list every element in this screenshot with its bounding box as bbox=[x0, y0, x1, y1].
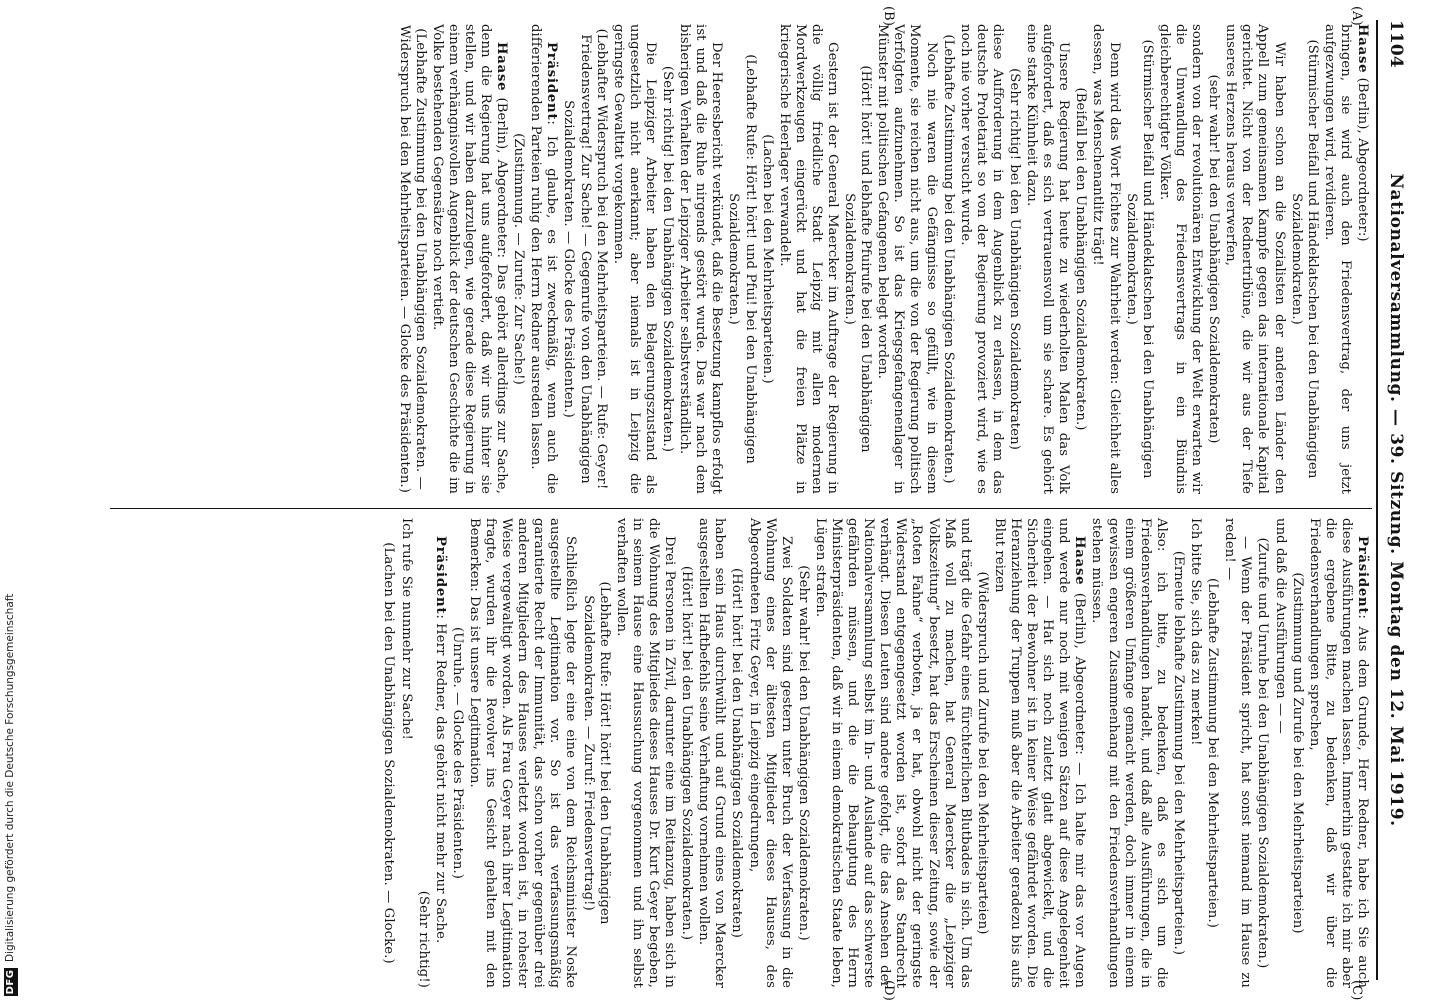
paragraph-text: (Widerspruch und Zurufe bei den Mehrheitsparteien) bbox=[974, 571, 990, 935]
speech-paragraph bbox=[527, 24, 559, 494]
interjection bbox=[1204, 518, 1220, 988]
paragraph-text: (sehr wahr! bei den Unabhängigen Sozialdemokraten) bbox=[1206, 74, 1222, 444]
interjection bbox=[678, 518, 694, 988]
paragraph-text: (Lebhafte Zustimmung bei den Unabhängigen Sozialdemokraten.) bbox=[940, 34, 956, 484]
margin-marker-b: (B) bbox=[881, 6, 896, 26]
paragraph-text: (Berlin), Abgeordneter: — Ich halte mir das vor Augen und werde nur noch mit wenigen Sätzen auf diese Angelegenheit eingehen. — Hat sich noch zuletzt glatt abgewickelt, und die Sicherheit der Bewohner ist in keiner Weise gefährdet worden. Die Heranziehung der Truppen muß aber die Arbeiter geradezu bis aufs Blut reizen bbox=[991, 518, 1088, 988]
right-column bbox=[379, 518, 1370, 988]
paragraph-text: und daß die Ausführungen — — bbox=[1272, 518, 1288, 734]
paragraph bbox=[1023, 24, 1071, 494]
interjection bbox=[841, 24, 873, 494]
paragraph-text: (Lebhafte Zustimmung bei den Mehrheitsparteien.) bbox=[1205, 578, 1221, 928]
paragraph-text: (Lebhafte Zustimmung bei den Unabhängigen Sozialdemokraten. — Widerspruch bei den Mehrheitsparteien. — Glocke des Präsidenten.) bbox=[396, 25, 428, 493]
paragraph-text: (Lachen bei den Mehrheitsparteien.) bbox=[759, 134, 775, 384]
paragraph-text: (Stürmischer Beifall und Händeklatschen bei den Unabhängigen Sozialdemokraten.) bbox=[1123, 39, 1155, 479]
paragraph bbox=[874, 24, 938, 494]
paragraph-text: (Berlin), Abgeordneter: Das gehört allerdings zur Sache, denn die Regierung hat uns aufgefordert, daß wir uns hinter sie stellen, und wir haben darzulegen, wie gerade diese Regierung in einem verhängnisvollen Augenblick der deutschen Geschichte die im Volke bestehenden Gegensätze noch vertieft. bbox=[429, 24, 510, 494]
paragraph-text: Der Heeresbericht verkündet, daß die Besetzung kampflos erfolgt ist und daß die Ruhe nirgends gestört wurde. Das war nach dem bisherigen Verhalten der Leipziger Arbeiter selbstverständlich. bbox=[677, 24, 725, 494]
paragraph bbox=[1271, 518, 1287, 988]
interjection bbox=[728, 518, 744, 988]
paragraph-text: Schließlich legte der eine eine von dem Reichsminister Noske ausgestellte Legitimation vor. So ist das verfassungsmäßig garantierte Recht der Immunität, das schon vorher gegenüber drei anderen Mitgliedern des Hauses verletzt worden ist, in rohester Weise vergewaltigt worden. Als Frau Geyer nach ihrer Legitimation fragte, wurden ihr die Revolver ins Gesicht gehalten mit den Bemerken: Das ist unsere Legitimation. bbox=[466, 518, 579, 988]
paragraph-text: (Zustimmung. — Zurufe: Zur Sache!) bbox=[511, 133, 527, 385]
running-head: Nationalversammlung. — 39. Sitzung. Montag den 12. Mai 1919. bbox=[1386, 173, 1406, 827]
paragraph-text: (Lebhafter Widerspruch bei den Mehrheitsparteien. — Rufe: Geyer! Friedensvertrag! Zur Sache! — Gegenrufe von den Unabhängigen Sozialdemokraten. — Glocke des Präsidenten.) bbox=[561, 28, 609, 490]
speaker-name: Haase bbox=[494, 42, 510, 92]
margin-marker-a: (A) bbox=[1349, 6, 1364, 26]
paragraph-text: (Hört! hört! und lebhafte Pfuirufe bei den Unabhängigen Sozialdemokraten.) bbox=[842, 65, 874, 453]
paragraph-text: Die Leipziger Arbeiter haben den Belagerungszustand als ungesetzlich nicht anerkannt; aber niemals ist in Leipzig die geringste Gewalttat vorgekommen. bbox=[610, 24, 658, 494]
interjection bbox=[1006, 24, 1022, 494]
paragraph-text: (Lebhafte Rufe: Hört! hört! bei den Unabhängigen Sozialdemokraten. — Zuruf: Friedensvertrag!) bbox=[580, 581, 612, 925]
paragraph bbox=[1221, 518, 1253, 988]
speech-paragraph bbox=[1354, 24, 1370, 494]
speaker-name: Haase bbox=[1072, 536, 1088, 586]
paragraph-text: Denn wird das Wort Fichtes zur Wahrheit werden: Gleichheit alles dessen, was Menschenantlitz trägt! bbox=[1090, 24, 1122, 494]
credit-text: Digitalisierung gefördert durch die Deutsche Forschungsgemeinschaft bbox=[4, 593, 16, 962]
paragraph-text: (Hört! hört! bei den Unabhängigen Sozialdemokraten.) bbox=[679, 565, 695, 941]
paragraph-text: Ich bitte Sie, sich das zu merken! bbox=[1188, 518, 1204, 746]
speech-paragraph bbox=[429, 24, 509, 494]
speech-paragraph bbox=[991, 518, 1088, 988]
speaker-name: Präsident bbox=[544, 42, 560, 121]
page-number: 1104 bbox=[1386, 20, 1406, 68]
paragraph-text: Zwei Soldaten sind gestern unter Bruch der Verfassung in die Wohnung eines der ältesten Mitglieder dieses Hauses, des Abgeordneten Fritz Geyer, in Leipzig eingedrungen, bbox=[746, 518, 794, 988]
interjection bbox=[380, 518, 396, 988]
paragraph bbox=[695, 518, 727, 988]
paragraph-text: sondern von der revolutionären Entwicklung der Welt erwarten wir die Umwandlung des Friedensvertrags in ein Bündnis gleichberechtigter Völker. bbox=[1156, 24, 1205, 494]
interjection bbox=[1289, 518, 1305, 988]
speaker-name: Präsident bbox=[432, 536, 448, 615]
interjection bbox=[580, 518, 612, 988]
paragraph-text: (Erneute lebhafte Zustimmung bei den Mehrheitsparteien.) bbox=[1170, 550, 1186, 956]
paragraph-text: bringen, sie wird auch den Friedensvertrag, der uns jetzt aufgezwungen wird, revidieren. bbox=[1321, 24, 1353, 494]
paragraph-text: Ich rufe Sie nunmehr zur Sache! bbox=[398, 518, 414, 740]
paragraph-text: (Lachen bei den Unabhängigen Sozialdemokraten. — Glocke.) bbox=[381, 542, 397, 964]
paragraph-text: (Sehr richtig! bei den Unabhängigen Sozialdemokraten) bbox=[1007, 68, 1023, 450]
paragraph-text: Wir haben schon an die Sozialisten der anderen Länder den Appell zum gemeinsamen Kampfe gegen das internationale Kapital gerichtet. Nicht von der Rednertribüne, die wir aus der Tiefe unseres Herzens heraus verwerfen, bbox=[1223, 24, 1287, 494]
left-column bbox=[394, 24, 1370, 494]
speaker-name: Präsident bbox=[1355, 536, 1370, 615]
paragraph-text: und trägt die Gefahr eines fürchterlichen Blutbades in sich. Um das Maß voll zu machen, hat General Maercker die „Leipziger Volkszeitung“ besetzt, hat das Erscheinen dieser Zeitung, sowie der „Roten Fahne“ verboten, ja er hat, obwohl nicht der geringste Widerstand entgegengesetzt worden ist, sofort das Standrecht verhängt. Diesen Leuten sind andere gefolgt, die das Ansehen der Nationalversammlung selbst im In- und Auslande auf das schwerste gefährden müssen, und die die Behauptung des Herrn Ministerpräsidenten, daß wir in einem demokratischen Staate leben, Lügen strafen. bbox=[812, 518, 973, 988]
paragraph bbox=[957, 24, 1005, 494]
paragraph-text: diese Aufforderung in dem Augenblick zu erlassen, in dem das deutsche Proletariat so von der Regierung provoziert wird, wie es noch nie vorher versucht wurde. bbox=[957, 24, 1005, 494]
paragraph-text: (Unruhe. — Glocke des Präsidenten.) bbox=[449, 626, 465, 880]
paragraph bbox=[610, 24, 658, 494]
interjection bbox=[974, 518, 990, 988]
paragraph bbox=[776, 24, 840, 494]
header-rule bbox=[1376, 20, 1378, 980]
paragraph-text: haben sein Haus durchwühlt und auf Grund eines von Maercker ausgestellten Haftbefehls seine Verhaftung vornehmen wollen. bbox=[696, 518, 728, 988]
paragraph bbox=[745, 518, 793, 988]
margin-marker-c: (C) bbox=[1349, 980, 1364, 1001]
column-divider bbox=[110, 508, 1372, 509]
paragraph-text: (Zustimmung und Zurufe bei den Mehrheitsparteien) bbox=[1289, 572, 1305, 934]
dfg-logo: DFG bbox=[5, 969, 16, 995]
paragraph-text: Drei Personen in Zivil, darunter eine im Reitanzug, haben sich in die Wohnung des Mitgliedes dieses Hauses Dr. Kurt Geyer begeben, in seinem Hause eine Haussuchung vorgenommen und ihn selbst verhaften wollen. bbox=[613, 518, 678, 988]
paragraph bbox=[1088, 518, 1168, 988]
paragraph-text: (Lebhafte Rufe: Hört! hört! und Pfui! bei den Unabhängigen Sozialdemokraten.) bbox=[726, 54, 758, 464]
page-header bbox=[1382, 20, 1404, 980]
paragraph-text: (Sehr richtig!) bbox=[415, 890, 431, 988]
paragraph-text: — Wenn der Präsident spricht, hat sonst niemand im Hause zu reden! — bbox=[1222, 518, 1254, 988]
interjection bbox=[395, 24, 427, 494]
paragraph-text: Gestern ist der General Maercker im Auftrage der Regierung in die völlig friedliche Stadt Leipzig mit allen modernen Mordwerkzeugen eingerückt und hat die freien Plätze in kriegerische Heerlager verwandelt. bbox=[776, 24, 840, 494]
paragraph bbox=[613, 518, 677, 988]
paragraph bbox=[415, 518, 431, 988]
paragraph-text: (Zurufe und Unruhe bei den Unabhängigen Sozialdemokraten.) bbox=[1255, 537, 1271, 969]
paragraph-text: : Herr Redner, das gehört nicht mehr zur Sache. bbox=[432, 614, 448, 944]
paragraph-text: : Aus dem Grunde, Herr Redner, habe ich Sie auch diese Ausführungen machen lassen. Immerhin gestatte ich mir aber die ergebene Bitte, zu bedenken, daß wir über die Friedensverhandlungen sprechen, bbox=[1306, 518, 1370, 988]
interjection bbox=[510, 24, 526, 494]
interjection bbox=[725, 24, 757, 494]
paragraph-text: (Stürmischer Beifall und Händeklatschen bei den Unabhängigen Sozialdemokraten.) bbox=[1288, 39, 1320, 479]
interjection bbox=[560, 24, 608, 494]
paragraph bbox=[676, 24, 724, 494]
paragraph-text: (Hört! hört! bei den Unabhängigen Sozialdemokraten) bbox=[729, 567, 745, 939]
interjection bbox=[449, 518, 465, 988]
interjection bbox=[795, 518, 811, 988]
paragraph bbox=[1089, 24, 1121, 494]
speech-paragraph bbox=[432, 518, 448, 988]
interjection bbox=[1205, 24, 1221, 494]
interjection bbox=[1170, 518, 1186, 988]
interjection bbox=[1288, 24, 1320, 494]
paragraph-text: Also: ich bitte, zu bedenken, daß es sich um die Friedensverhandlungen handelt, und daß alle Ausführungen, die in einem größeren Umfange gemacht werden, doch immer in einem gewissen engeren Zusammenhang mit den Friedensverhandlungen stehen müssen. bbox=[1089, 518, 1169, 988]
paragraph bbox=[466, 518, 579, 988]
paragraph-text: (Beifall bei den Unabhängigen Sozialdemokraten.) bbox=[1073, 87, 1089, 431]
margin-marker-d: (D) bbox=[881, 980, 896, 1001]
paragraph bbox=[1321, 24, 1353, 494]
paragraph-text: : Ich glaube, es ist zweckmäßig, wenn auch die differierenden Parteien ruhig den Herrn Redner ausreden lassen. bbox=[528, 24, 560, 494]
paragraph bbox=[812, 518, 973, 988]
paragraph-text: Unsere Regierung hat heute zu wiederholten Malen das Volk aufgefordert, daß es sich vertrauensvoll um sie schare. Es gehört eine starke Kühnheit dazu. bbox=[1024, 24, 1072, 494]
paragraph-text: (Berlin), Abgeordneter:) bbox=[1355, 73, 1370, 242]
speech-paragraph bbox=[1306, 518, 1370, 988]
paragraph-text: Noch nie waren die Gefängnisse so gefüllt, wie in diesem Momente, sie reichen nicht aus, um die von der Regierung politisch Verfolgten aufzunehmen. So ist das Kriegsgefangenenlager in Münster mit politischen Gefangenen belegt worden. bbox=[875, 24, 939, 494]
paragraph-text: (Sehr richtig! bei den Unabhängigen Sozialdemokraten.) bbox=[660, 65, 676, 453]
paragraph bbox=[1222, 24, 1286, 494]
interjection bbox=[759, 24, 775, 494]
interjection bbox=[1072, 24, 1088, 494]
paragraph bbox=[1187, 518, 1203, 988]
paragraph-text: (Sehr wahr! bei den Unabhängigen Sozialdemokraten.) bbox=[795, 565, 811, 941]
paragraph bbox=[397, 518, 413, 988]
speaker-name: Haase bbox=[1355, 24, 1370, 74]
interjection bbox=[1123, 24, 1155, 494]
interjection bbox=[1254, 518, 1270, 988]
paragraph bbox=[1156, 24, 1204, 494]
interjection bbox=[659, 24, 675, 494]
interjection bbox=[940, 24, 956, 494]
